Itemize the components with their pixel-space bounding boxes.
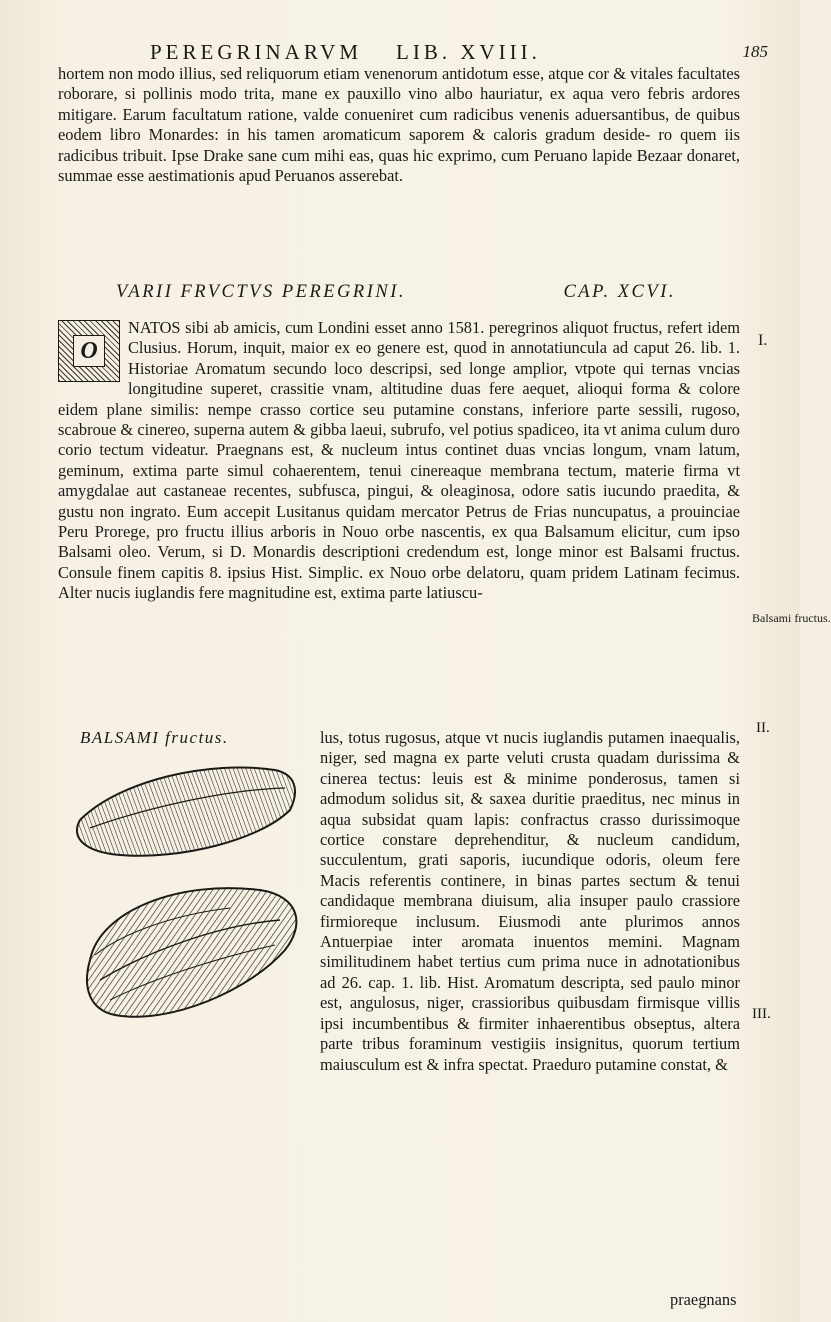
balsam-fruit-illustration [60,750,310,1040]
running-head [150,40,710,65]
side-paragraph: lus, totus rugosus, atque vt nucis iuglandis putamen inaequalis, niger, sed magna ex parte veluti crusta quadam durissima & cinerea tectus: leuis est & minime ponderosus, tamen si admodum solidus sit, & saxea duritie praeditus, nec minus in aqua subsidat quam lapis: confractus crasso durissimoque cortice constare deprehenditur, & nucleum candidum, succulentum, grati saporis, iucundique odoris, oleum fere Macis referentis continere, in binas partes sectum & tenui candidaque membrana diuisum, alia insuper paulo crassiore firmioreque inclusum. Eiusmodi ante plurimos annos Antuerpiae inter aromata inuentos memini. Magnam similitudinem habet tertius cum prima nuce in adnotationibus ad 26. cap. 1. lib. Hist. Aromatum descripta, sed paulo minor est, angulosus, niger, crassioribus quibusdam firmisque villis ipsi incumbentibus & firmiter inhaerentibus obseptus, altera parte tribus foraminum vestigiis insignitus, quorum tertium maiusculum est & infra spectat. Praeduro putamine constat, & [320,728,740,1074]
main-paragraph: NATOS sibi ab amicis, cum Londini esset anno 1581. peregrinos aliquot fructus, refert idem Clusius. Horum, inquit, maior ex eo genere est, quod in annotatiuncula ad caput 26. lib. 1. Historiae Aromatum secundo loco descripsi, sed longe amplior, vtpote qui ternas vncias longitudine superet, crassitie vnam, altitudine duas fere aequet, alioqui forma & colore eidem plane similis: nempe crasso cortice seu putamine constans, inferiore parte sessili, rugoso, scabroue & cinereo, superna autem & gibba laeui, subrufo, vel potius spadiceo, ita vt anima culum duro corio tectum videatur. Praegnans est, & nucleum intus continet duas vncias longum, vnam latum, geminum, extima parte simul cohaerentem, tenui cinereaque membrana tectum, materie firma vt amygdalae aut castaneae recentes, subfusca, pingui, & oleaginosa, odore satis iucundo praedita, & gustu non ingrato. Eum accepit Lusitanus quidam mercator Petrus de Frias nuncupatus, a prouinciae Peru Prorege, pro fructu illius arboris in Nouo orbe nascentis, ex qua Balsamum elicitur, cum ipso Balsami oleo. Verum, si D. Monardis descriptioni credendum est, longe minor est Balsami fructus. Consule finem capitis 8. ipsius Hist. Simplic. ex Nouo orbe delatoru, quam pridem Latinam fecimus. Alter nucis iuglandis fere magnitudine est, extima parte latiuscu- [58,318,740,603]
margin-note-roman-3: III. [752,1006,771,1022]
margin-note-roman-2: II. [756,720,770,736]
margin-note-roman-1: I. [758,332,768,349]
chapter-heading [116,282,676,303]
drop-cap-ornament [58,320,120,382]
main-paragraph-block [58,318,740,604]
running-head-title: PEREGRINARVM [150,40,363,64]
running-head-book: LIB. XVIII. [396,40,541,64]
page-number: 185 [742,42,768,61]
top-paragraph: hortem non modo illius, sed reliquorum etiam venenorum antidotum esse, atque cor & vitales facultates roborare, si pollinis modo trita, mane ex pauxillo vino albo hauriatur, ex aqua vero febris ardores mitigare. Earum facultatum ratione, valde conueniret cum radicibus venenis aduersantibus, de quibus eodem libro Monardes: in his tamen aromaticum saporem & caloris gradum deside- ro quem iis radicibus tribuit. Ipse Drake sane cum mihi eas, quas hic exprimo, cum Peruano lapide Bezaar donaret, summae esse aestimationis apud Peruanos asserebat. [58,64,740,186]
chapter-title: VARII FRVCTVS PEREGRINI. [116,282,406,302]
balsam-fruit-woodcut [60,750,310,1040]
figure-caption: BALSAMI fructus. [80,728,229,747]
margin-note-balsam: Balsami fructus. [752,611,831,625]
chapter-number: CAP. XCVI. [563,282,676,302]
catchword: praegnans [670,1290,737,1309]
drop-cap-letter: O [73,335,105,367]
